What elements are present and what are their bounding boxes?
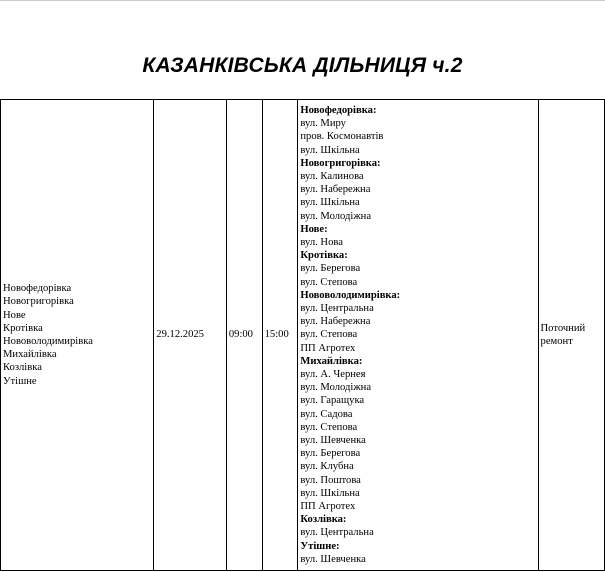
street-item: вул. Набережна: [300, 184, 371, 196]
street-item: вул. Берегова: [300, 263, 361, 275]
street-item: вул. Берегова: [300, 448, 361, 460]
village-heading: Новофедорівка:: [300, 104, 377, 116]
street-item: пров. Космонавтів: [300, 131, 384, 143]
village-heading: Нововолодимирівка:: [300, 289, 401, 301]
street-item: ПП Агротех: [300, 342, 356, 354]
street-item: вул. Шкільна: [300, 487, 360, 499]
street-item: вул. Центральна: [300, 527, 374, 539]
settlement-name: Кротівка: [3, 322, 43, 334]
street-item: вул. Нова: [300, 236, 343, 248]
page-title: КАЗАНКІВСЬКА ДІЛЬНИЦЯ ч.2: [142, 54, 463, 77]
street-item: вул. Садова: [300, 408, 353, 420]
settlement-name: Утішне: [3, 375, 37, 387]
table-row: [1, 100, 605, 571]
street-item: вул. Шевченка: [300, 435, 366, 447]
village-heading: Кротівка:: [300, 250, 348, 262]
street-item: вул. Клубна: [300, 461, 354, 473]
street-item: вул. Набережна: [300, 316, 371, 328]
street-item: вул. Степова: [300, 421, 358, 433]
street-item: вул. Шевченка: [300, 553, 366, 565]
settlement-name: Новофедорівка: [3, 283, 72, 295]
settlement-name: Нововолодимирівка: [3, 336, 93, 347]
settlement-name: Козлівка: [3, 362, 42, 374]
village-heading: Нове:: [300, 223, 328, 235]
date-cell: 29.12.2025: [154, 100, 227, 571]
street-item: вул. Поштова: [300, 474, 361, 486]
work-type-line: Поточний: [540, 322, 586, 334]
page-top-border: [0, 0, 605, 5]
village-heading: Михайлівка:: [300, 355, 363, 367]
work-type-line: ремонт: [540, 336, 573, 347]
streets-cell: [298, 100, 538, 571]
street-item: вул. Степова: [300, 329, 358, 341]
settlement-name: Нове: [3, 309, 26, 321]
village-heading: Козлівка:: [300, 514, 347, 526]
start-time-cell: 09:00: [226, 100, 262, 571]
end-time-cell: 15:00: [262, 100, 298, 571]
street-item: вул. Центральна: [300, 302, 374, 314]
street-item: вул. Молодіжна: [300, 210, 372, 222]
village-heading: Новогригорівка:: [300, 157, 381, 169]
settlement-name: Михайлівка: [3, 349, 57, 361]
village-heading: Утішне:: [300, 540, 340, 552]
street-item: вул. Калинова: [300, 170, 364, 182]
settlement-name: Новогригорівка: [3, 296, 74, 308]
outage-schedule-table: [0, 99, 605, 571]
street-item: вул. Степова: [300, 276, 358, 288]
street-item: вул. Молодіжна: [300, 382, 372, 394]
work-type-cell: [538, 100, 604, 571]
street-item: вул. А. Чернея: [300, 369, 366, 380]
street-item: вул. Шкільна: [300, 144, 360, 156]
settlements-cell: [1, 100, 154, 571]
street-item: вул. Гаращука: [300, 395, 365, 407]
street-item: вул. Шкільна: [300, 197, 360, 209]
street-item: вул. Миру: [300, 118, 346, 130]
street-item: ПП Агротех: [300, 501, 356, 513]
